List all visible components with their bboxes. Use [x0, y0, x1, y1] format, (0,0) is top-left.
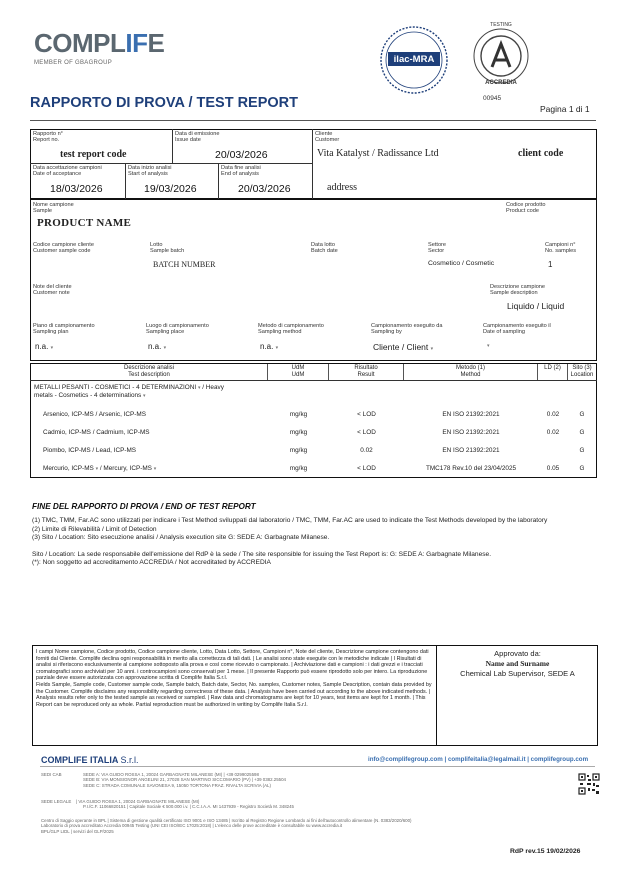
customer-note-label: Note del cliente Customer note — [33, 284, 72, 297]
customer-sample-code-label: Codice campione cliente Customer sample code — [33, 242, 94, 255]
approver-role: Chemical Lab Supervisor, SEDE A — [460, 669, 575, 678]
approved-by-label: Approvato da: — [494, 649, 541, 658]
footer-sedi: SEDE A: VIA GUIDO ROSSA 1, 20024 GARBAGNATE MILANESE (MI) | +39 0299025598 SEDE B: VIA MONSIGNOR ANGELINI 21, 27028 SAN MARTINO SICCOMARIO (PV) | +39 0382.25504 SEDE C: STRADA COMUNALE SAVONESA 9, 15050 TORTONA FRAZ. RIVALTA SCRIVIA (AL) — [83, 772, 286, 788]
header-test-description: Descrizione analisi Test description — [31, 364, 268, 380]
sample-description-value: Liquido / Liquid — [507, 301, 565, 311]
dropdown-marker-icon: ▾ — [143, 393, 146, 400]
revision-label: RdP rev.15 19/02/2026 — [510, 848, 581, 855]
analysis-start-label: Data inizio analisi Start of analysis — [128, 165, 172, 178]
note-site: (3) Sito / Location: Sito esecuzione analisi / Analysis execution site G: SEDE A: Garbagnate Milanese. — [32, 534, 330, 542]
issue-date-value: 20/03/2026 — [215, 149, 268, 161]
customer-code: client code — [518, 148, 564, 159]
sector-label: Settore Sector — [428, 242, 447, 255]
note-method: (1) TMC, TMM, Far.AC sono utilizzati per indicare i Test Method sviluppati dal laboratorio / TMC, TMM, Far.AC are used to indicate the Test Methods developed by the laboratory — [32, 517, 548, 524]
sampling-place-label: Luogo di campionamento Sampling place — [146, 323, 209, 336]
sampling-method-value: n.a. ▾ — [260, 342, 279, 351]
dropdown-marker-icon: ▾ — [163, 345, 167, 351]
issue-date-label: Data di emissione Issue date — [175, 131, 220, 144]
sampling-plan-value: n.a. ▾ — [35, 342, 54, 351]
analysis-group-title: METALLI PESANTI - COSMETICI - 4 DETERMINAZIONI ▾ / Heavy metals - Cosmetics - 4 determinations ▾ — [34, 384, 224, 400]
dropdown-marker-icon: ▾ — [95, 465, 99, 472]
dropdown-marker-icon: ▾ — [197, 385, 201, 391]
report-no-value: test report code — [60, 149, 127, 160]
header-ld: LD (2) — [538, 364, 568, 380]
samples-count-label: Campioni n° No. samples — [545, 242, 577, 255]
complife-logo: COMPLIFE MEMBER OF GBAGROUP — [34, 28, 184, 70]
acceptance-date-value: 18/03/2026 — [50, 183, 103, 195]
sampling-plan-label: Piano di campionamento Sampling plan — [33, 323, 95, 336]
approver-name: Name and Surname — [485, 659, 550, 668]
accreditation-number: 00945 — [483, 95, 502, 102]
batch-label: Lotto Sample batch — [150, 242, 185, 255]
page-indicator: Pagina 1 di 1 — [540, 104, 590, 114]
page-title: RAPPORTO DI PROVA / TEST REPORT — [30, 95, 299, 111]
footer-contact: info@complifegroup.com | complifeitalia@legalmail.it | complifegroup.com — [368, 756, 589, 763]
qr-code-icon — [578, 773, 600, 795]
report-no-label: Rapporto n° Report no. — [33, 131, 63, 144]
sampling-place-value: n.a. ▾ — [148, 342, 167, 351]
acceptance-date-label: Data accettazione campioni Date of acceptance — [33, 165, 102, 178]
batch-date-label: Data lotto Batch date — [311, 242, 338, 255]
header-result: Risultato Result — [329, 364, 404, 380]
table-row: Arsenico, ICP-MS / Arsenic, ICP-MS mg/kg < LOD EN ISO 21392:2021 0.02 G — [43, 410, 585, 418]
sector-value: Cosmetico / Cosmetic — [428, 260, 495, 267]
footer-legale-label: SEDE LEGALE — [41, 799, 72, 804]
sampling-date-label: Campionamento eseguito il Date of sampling — [483, 323, 551, 336]
customer-name: Vita Katalyst / Radissance Ltd — [317, 148, 439, 159]
accredia-logo: TESTING ACCREDIA — [470, 22, 532, 88]
footer-certifications: Centro di Saggio operante in BPL | Sistema di gestione qualità certificato ISO 9001 e ISO 13485 | Iscritto al Registro Regione Lombardo ai fini dell'autocontrollo alimentare (N. 0383/2020/600) Laboratorio di prova accreditato Accredia 00945 Testing (UNI CEI ISO/IEC 17025:2018) | L'elenco delle prove accreditate è consultabile su www.accredia.it BPL/GLP LIDL | servizi del GLP/2025 — [41, 818, 412, 834]
table-row: Cadmio, ICP-MS / Cadmium, ICP-MS mg/kg < LOD EN ISO 21392:2021 0.02 G — [43, 428, 585, 436]
product-code-label: Codice prodotto Product code — [506, 202, 546, 215]
header-site: Sito (3) Location — [570, 365, 594, 378]
dropdown-marker-icon: ▾ — [487, 343, 490, 349]
footer-sedi-label: SEDI CAB — [41, 772, 62, 777]
sample-name-label: Nome campione Sample — [33, 202, 74, 215]
sample-description-label: Descrizione campione Sample description — [490, 284, 546, 297]
logo-text: COMPL — [34, 28, 126, 58]
title-divider — [30, 120, 596, 121]
note-not-accredited: (*): Non soggetto ad accreditamento ACCREDIA / Not accreditated by ACCREDIA — [32, 559, 271, 567]
disclaimer-text: I campi Nome campione, Codice prodotto, Codice campione cliente, Lotto, Data Lotto, Settore, Campioni n°, Note del cliente, Descrizione campione contengono dati forniti dal Cliente. Complife declina ogni responsabilità in merito alla correttezza di tali dati. | Le analisi sono state eseguite con le metodiche indicate | I Risultati di analisi si riferiscono esclusivamente al campione sottoposto alla prova e così come ricevuto o campionato. | Archiviazione dati e campioni : i dati grezzi e i tracciati cromatografici sono archiviati per 10 anni. i controcampioni sono conservati per 1 mese. | Il presente Rapporto può essere riprodotto solo per intero. La riproduzione parziale deve essere autorizzata con approvazione scritta di Complife Italia S.r.l. Fields Sample, Sample code, Customer sample code, Sample batch, Batch date, Sector, No. samples, Customer notes, Sample Description, contain data provided by the Customer. Complife disclaims any responsibility regarding correctness of these data. | Analysis have been carried out according to the above indicated methods. | Analysis results refer only to the tested sample as received or sampled. | Raw data and chromatograms are kept for 10 years, test items are kept for 1 month. | This Report can be reproduced only as whole. Partial reproduction must be authorized in writing by Complife Italia S.r.l. — [36, 649, 432, 708]
header-udm: UdM UdM — [268, 364, 329, 380]
results-header-row — [31, 364, 596, 380]
analysis-end-value: 20/03/2026 — [238, 183, 291, 195]
dropdown-marker-icon: ▾ — [50, 345, 54, 351]
analysis-start-value: 19/03/2026 — [144, 183, 197, 195]
analysis-end-label: Data fine analisi End of analysis — [221, 165, 261, 178]
table-row: Mercurio, ICP-MS ▾ / Mercury, ICP-MS ▾ mg/kg < LOD TMC178 Rev.10 del 23/04/2025 0.05 G — [43, 464, 585, 472]
sampling-by-label: Campionamento eseguito da Sampling by — [371, 323, 443, 336]
note-issuing-site: Sito / Location: La sede responsabile dell'emissione del RdP è la sede / The site responsible for issuing the Test Report is: G: SEDE A: Garbagnate Milanese. — [32, 550, 492, 558]
results-body — [31, 405, 596, 477]
footer-legale: | VIA GUIDO ROSSA 1, 20024 GARBAGNATE MILANESE (MI) P.I./C.F. 11066820151 | Capitale Sociale € 500.000 i.v. | C.C.I.A.A. MI 1437939 - Registro Società M. 348245 — [76, 799, 294, 810]
footer-brand: COMPLIFE ITALIA S.r.l. — [41, 755, 139, 765]
sampling-method-label: Metodo di campionamento Sampling method — [258, 323, 324, 336]
dropdown-marker-icon: ▾ — [275, 345, 279, 351]
end-of-report-title: FINE DEL RAPPORTO DI PROVA / END OF TEST REPORT — [32, 502, 256, 511]
footer-divider — [40, 766, 595, 767]
dropdown-marker-icon: ▾ — [430, 346, 434, 352]
sample-name-value: PRODUCT NAME — [37, 217, 132, 229]
table-row: Piombo, ICP-MS / Lead, ICP-MS mg/kg 0.02 EN ISO 21392:2021 G — [43, 446, 585, 454]
dropdown-marker-icon: ▾ — [153, 465, 157, 472]
customer-label: Cliente Customer — [315, 131, 340, 144]
report-info-box — [30, 129, 597, 199]
ilac-mra-logo: ilac-MRA — [378, 24, 450, 96]
approval-section — [436, 645, 598, 746]
logo-member: MEMBER OF GBAGROUP — [34, 60, 113, 66]
note-lod: (2) Limite di Rilevabilità / Limit of Detection — [32, 525, 157, 533]
customer-address: address — [327, 182, 357, 193]
report-notes — [32, 517, 598, 568]
sampling-by-value: Cliente / Client ▾ — [373, 342, 434, 352]
samples-count-value: 1 — [548, 260, 553, 269]
batch-value: BATCH NUMBER — [153, 260, 216, 269]
header-method: Metodo (1) Method — [404, 364, 538, 380]
